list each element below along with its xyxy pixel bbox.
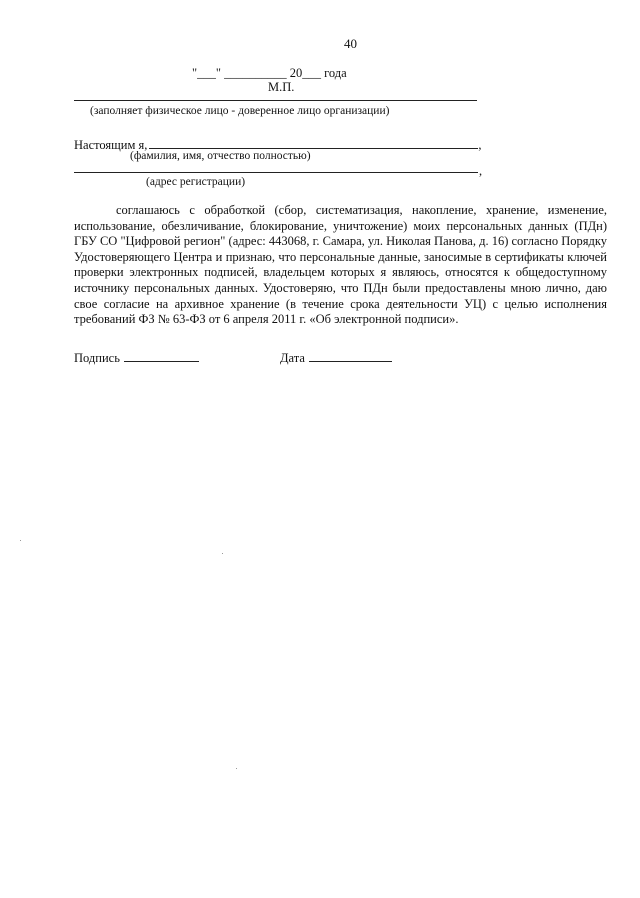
date-field	[280, 350, 392, 366]
address-rule	[74, 172, 478, 173]
scan-speck	[236, 768, 237, 769]
consent-text: соглашаюсь с обработкой (сбор, систематизация, накопление, хранение, изменение, использование, обезличивание, блокирование, уничтожение) моих персональных данных (ПДн) ГБУ СО "Цифровой регион" (адрес: 443068, г. Самара, ул. Николая Панова, д. 16) согласно Порядку Удостоверяющего Центра и признаю, что персональные данные, заносимые в сертификаты ключей проверки электронных подписей, владельцем которых я являюсь, относятся к общедоступному источнику персональных данных. Удостоверяю, что ПДн были предоставлены мною лично, даю свое согласие на архивное хранение (в течение срока деятельности УЦ) с целью исполнения требований ФЗ № 63-ФЗ от 6 апреля 2011 г. «Об электронной подписи».	[74, 203, 607, 327]
name-caption: (фамилия, имя, отчество полностью)	[130, 150, 311, 162]
date-label: Дата	[280, 351, 305, 365]
date-blank	[309, 350, 392, 362]
scan-speck	[20, 540, 21, 541]
filled-by-rule	[74, 100, 477, 101]
page-number: 40	[344, 36, 357, 51]
consent-paragraph	[74, 203, 607, 328]
name-blank	[149, 136, 478, 149]
filled-by-caption: (заполняет физическое лицо - доверенное лицо организации)	[90, 105, 390, 117]
stamp-label: М.П.	[268, 80, 295, 94]
signature-blank	[124, 350, 199, 362]
date-line: "___" __________ 20___ года	[192, 66, 347, 80]
declarant-prefix: Настоящим я,	[74, 138, 148, 152]
address-caption: (адрес регистрации)	[146, 176, 246, 188]
signature-field	[74, 350, 199, 366]
scan-speck	[222, 553, 223, 554]
declarant-suffix: ,	[478, 138, 482, 152]
address-suffix: ,	[479, 164, 483, 178]
signature-label: Подпись	[74, 351, 120, 365]
